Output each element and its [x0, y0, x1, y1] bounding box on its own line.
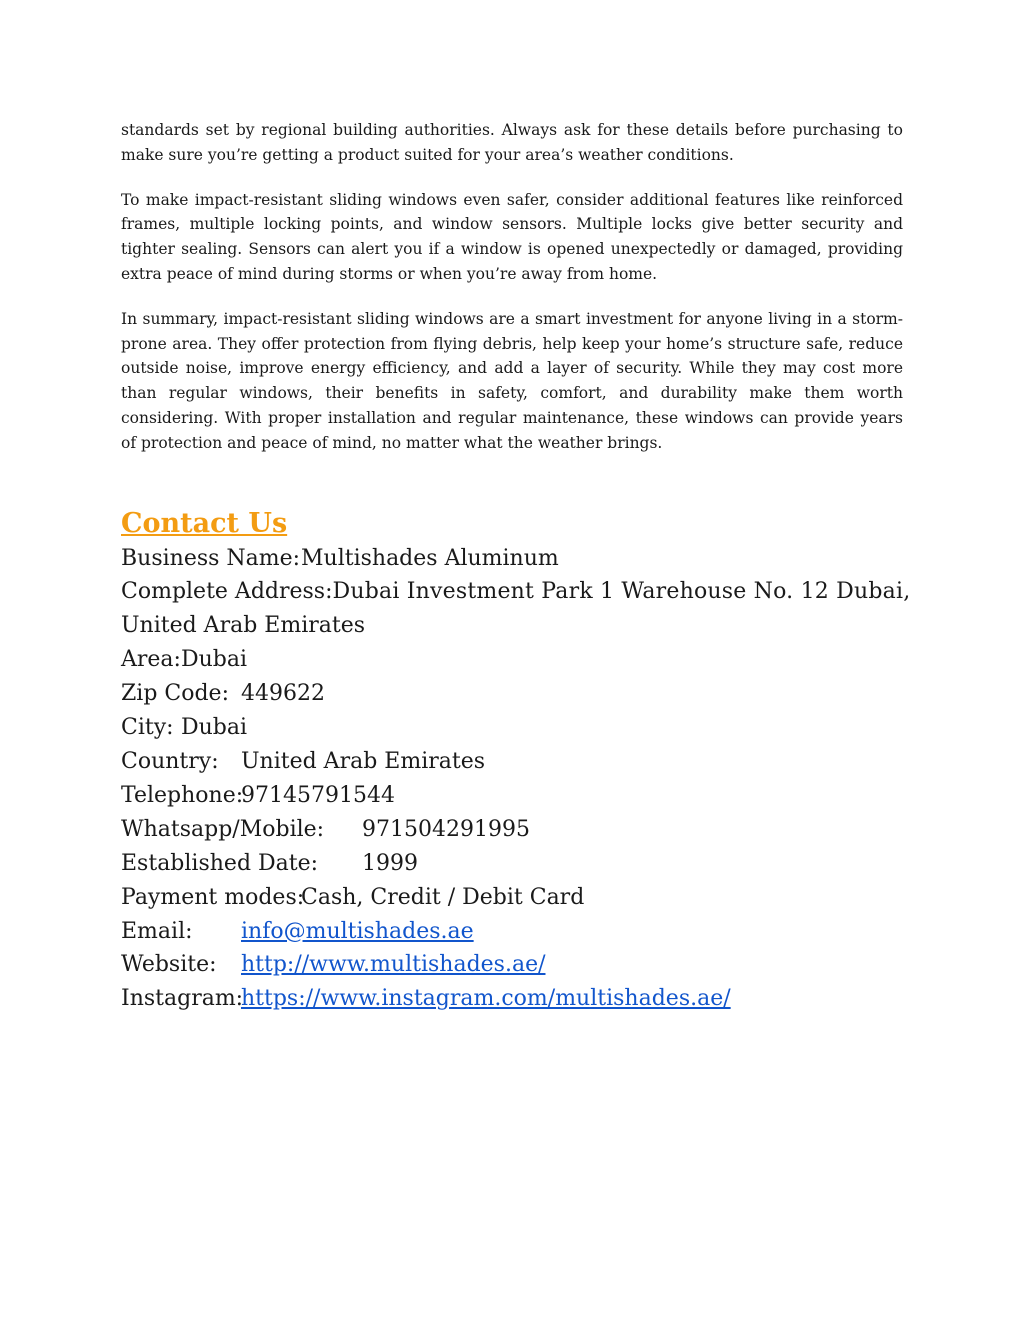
whatsapp-value: 971504291995 — [362, 816, 530, 842]
business-name-label: Business Name: — [121, 545, 301, 571]
zip-label: Zip Code: — [121, 681, 229, 707]
city-value: Dubai — [181, 715, 248, 741]
city-row — [121, 711, 903, 745]
contact-heading: Contact Us — [121, 507, 288, 539]
contact-details — [121, 542, 911, 1017]
address-value-line2: United Arab Emirates — [121, 613, 366, 639]
country-label: Country: — [121, 749, 219, 774]
business-name-row — [121, 542, 903, 576]
country-row — [121, 745, 903, 779]
area-value: Dubai — [181, 647, 248, 673]
whatsapp-label: Whatsapp/Mobile: — [121, 816, 325, 842]
zip-value: 449622 — [241, 681, 325, 707]
email-link[interactable]: info@multishades.ae — [241, 918, 474, 944]
payment-label: Payment modes: — [121, 884, 305, 910]
area-label: Area: — [121, 647, 181, 673]
established-label: Established Date: — [121, 850, 319, 876]
document-page — [121, 118, 911, 1016]
address-value-line1: Dubai Investment Park 1 Warehouse No. 12 Dubai, — [332, 579, 911, 605]
website-link[interactable]: http://www.multishades.ae/ — [241, 952, 546, 978]
zip-row — [121, 677, 903, 711]
area-row — [121, 643, 903, 677]
whatsapp-row — [121, 813, 903, 847]
telephone-value: 97145791544 — [241, 782, 395, 808]
email-label: Email: — [121, 918, 193, 944]
email-row — [121, 915, 903, 949]
payment-value: Cash, Credit / Debit Card — [301, 884, 585, 910]
telephone-label: Telephone: — [121, 782, 244, 808]
address-row — [121, 575, 911, 609]
website-label: Website: — [121, 952, 217, 978]
instagram-row — [121, 982, 903, 1016]
instagram-link[interactable]: https://www.instagram.com/multishades.ae/ — [241, 986, 731, 1012]
payment-row — [121, 881, 903, 915]
business-name-value: Multishades Aluminum — [301, 545, 559, 571]
city-label: City: — [121, 715, 174, 741]
instagram-label: Instagram: — [121, 986, 244, 1012]
telephone-row — [121, 779, 903, 813]
established-row — [121, 847, 903, 881]
website-row — [121, 948, 903, 982]
established-value: 1999 — [362, 850, 418, 876]
country-value: United Arab Emirates — [241, 749, 486, 774]
address-label: Complete Address: — [121, 579, 333, 605]
paragraph-safety-features: To make impact-resistant sliding windows even safer, consider additional features like reinforced frames, multiple locking points, and window sensors. Multiple locks give better security and tighter sealing. Sensors can alert you if a window is opened unexpectedly or damaged, providing extra peace of mind during storms or when you’re away from home. — [121, 190, 903, 283]
paragraph-summary: In summary, impact-resistant sliding windows are a smart investment for anyone living in a storm-prone area. They offer protection from flying debris, help keep your home’s structure safe, reduce outside noise, improve energy efficiency, and add a layer of security. While they may cost more than regular windows, their benefits in safety, comfort, and durability make them worth considering. With proper installation and regular maintenance, these windows can provide years of protection and peace of mind, no matter what the weather brings. — [121, 309, 903, 452]
paragraph-standards: standards set by regional building authorities. Always ask for these details before purchasing to make sure you’re getting a product suited for your area’s weather conditions. — [121, 121, 903, 164]
